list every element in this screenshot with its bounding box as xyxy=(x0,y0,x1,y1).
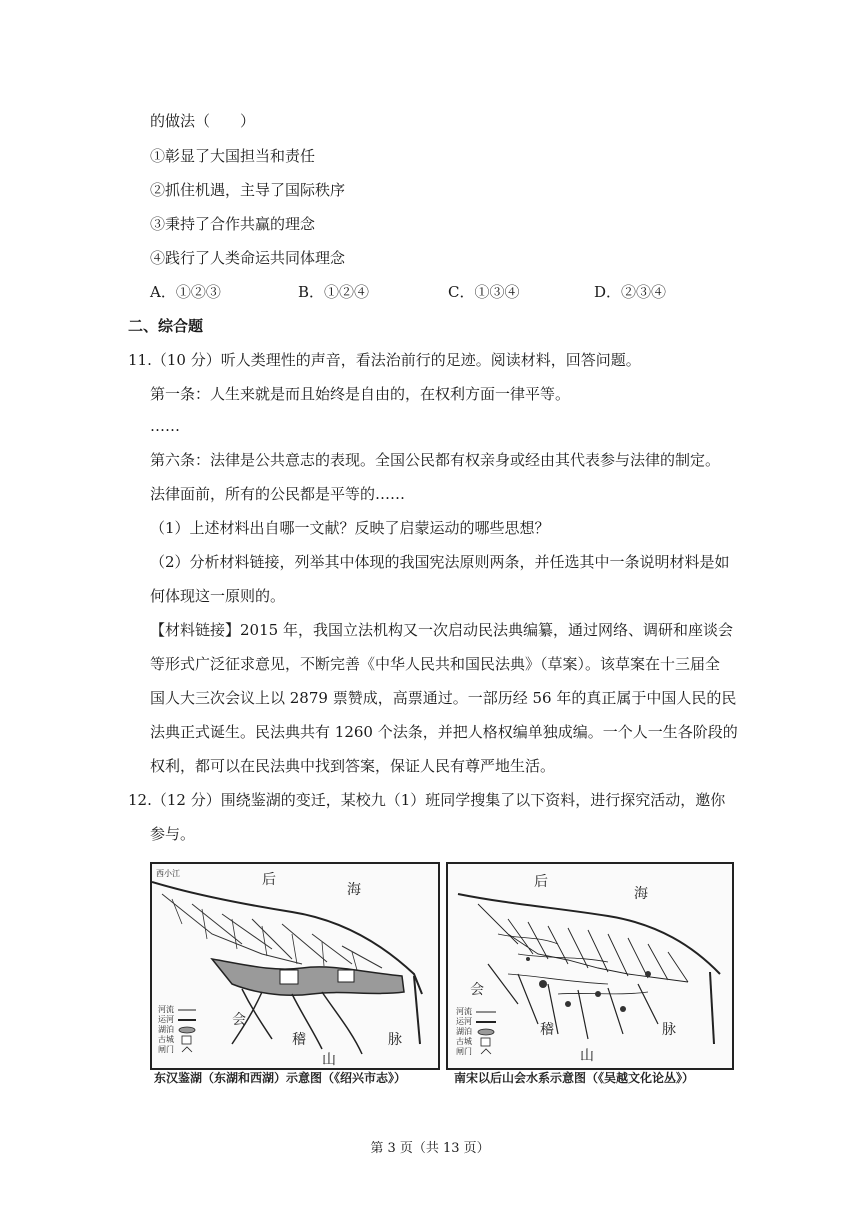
q11-link-line2: 等形式广泛征求意见，不断完善《中华人民共和国民法典》（草案）。该草案在十三届全 xyxy=(150,655,721,673)
left-legend-river: 河流 xyxy=(158,1005,174,1014)
right-map-drawing xyxy=(448,864,732,1068)
q11-sub-question-2-line2: 何体现这一原则的。 xyxy=(150,587,286,605)
left-map-label-xixiaojiang: 西小江 xyxy=(156,869,180,878)
right-map-label-hai: 海 xyxy=(634,886,648,902)
left-legend-city: 古城 xyxy=(158,1035,174,1044)
q11-sub-question-1: （1）上述材料出自哪一文献？反映了启蒙运动的哪些思想？ xyxy=(150,519,550,537)
q10-option-3: ③秉持了合作共赢的理念 xyxy=(150,215,316,233)
q10-option-4: ④践行了人类命运共同体理念 xyxy=(150,249,346,267)
q11-stem: 11.（10 分）听人类理性的声音，看法治前行的足迹。阅读材料，回答问题。 xyxy=(128,351,641,369)
left-map-label-ji: 稽 xyxy=(292,1032,306,1048)
left-map-drawing xyxy=(152,864,438,1068)
q10-option-2: ②抓住机遇，主导了国际秩序 xyxy=(150,181,346,199)
left-map-caption: 东汉鉴湖（东湖和西湖）示意图（《绍兴市志》） xyxy=(154,1071,407,1085)
left-map-label-hui: 会 xyxy=(232,1012,246,1028)
choice-d: D．②③④ xyxy=(594,283,667,301)
left-map xyxy=(150,862,440,1070)
q11-link-line5: 权利，都可以在民法典中找到答案，保证人民有尊严地生活。 xyxy=(150,757,556,775)
right-legend-river: 河流 xyxy=(456,1007,472,1016)
right-map-caption: 南宋以后山会水系示意图（《吴越文化论丛》） xyxy=(454,1071,695,1085)
right-legend-lake: 湖泊 xyxy=(456,1027,472,1036)
q12-stem-line1: 12.（12 分）围绕鉴湖的变迁，某校九（1）班同学搜集了以下资料，进行探究活动，邀你 xyxy=(128,791,726,809)
q11-ellipsis: …… xyxy=(150,417,180,435)
left-map-label-shan: 山 xyxy=(322,1052,336,1068)
choice-a: A．①②③ xyxy=(150,283,221,301)
left-map-label-mai: 脉 xyxy=(388,1032,402,1048)
q11-link-line3: 国人大三次会议上以 2879 票赞成，高票通过。一部历经 56 年的真正属于中国人民的民 xyxy=(150,689,737,707)
section-title: 二、综合题 xyxy=(128,317,204,335)
q10-option-1: ①彰显了大国担当和责任 xyxy=(150,147,316,165)
right-legend-city: 古城 xyxy=(456,1037,472,1046)
page-footer: 第 3 页（共 13 页） xyxy=(370,1141,490,1156)
choice-b: B．①②④ xyxy=(298,283,370,301)
q11-sub-question-2-line1: （2）分析材料链接，列举其中体现的我国宪法原则两条，并任选其中一条说明材料是如 xyxy=(150,553,730,571)
q10-stem-tail: 的做法（ ） xyxy=(150,112,256,130)
q11-article-1: 第一条：人生来就是而且始终是自由的，在权利方面一律平等。 xyxy=(150,385,571,403)
left-legend-canal: 运河 xyxy=(158,1015,174,1024)
q11-article-6-line2: 法律面前，所有的公民都是平等的…… xyxy=(150,485,406,503)
right-map-label-mai: 脉 xyxy=(662,1022,676,1038)
right-legend-canal: 运河 xyxy=(456,1017,472,1026)
q11-link-line4: 法典正式诞生。民法典共有 1260 个法条，并把人格权编单独成编。一个人一生各阶段的 xyxy=(150,723,738,741)
right-map-label-hou: 后 xyxy=(534,874,548,890)
choice-c: C．①③④ xyxy=(448,283,520,301)
left-map-label-hai: 海 xyxy=(347,882,361,898)
right-map-label-shan: 山 xyxy=(580,1048,594,1064)
right-map-label-ji: 稽 xyxy=(540,1022,554,1038)
q11-article-6-line1: 第六条：法律是公共意志的表现。全国公民都有权亲身或经由其代表参与法律的制定。 xyxy=(150,451,721,469)
right-map-label-hui: 会 xyxy=(470,982,484,998)
left-legend-gate: 闸门 xyxy=(158,1045,174,1054)
right-map xyxy=(446,862,734,1070)
map-figure xyxy=(150,856,732,1088)
q11-link-line1: 【材料链接】2015 年，我国立法机构又一次启动民法典编纂，通过网络、调研和座谈会 xyxy=(150,621,733,639)
right-legend-gate: 闸门 xyxy=(456,1047,472,1056)
left-map-label-hou: 后 xyxy=(262,872,276,888)
left-legend-lake: 湖泊 xyxy=(158,1025,174,1034)
q12-stem-line2: 参与。 xyxy=(150,825,196,843)
